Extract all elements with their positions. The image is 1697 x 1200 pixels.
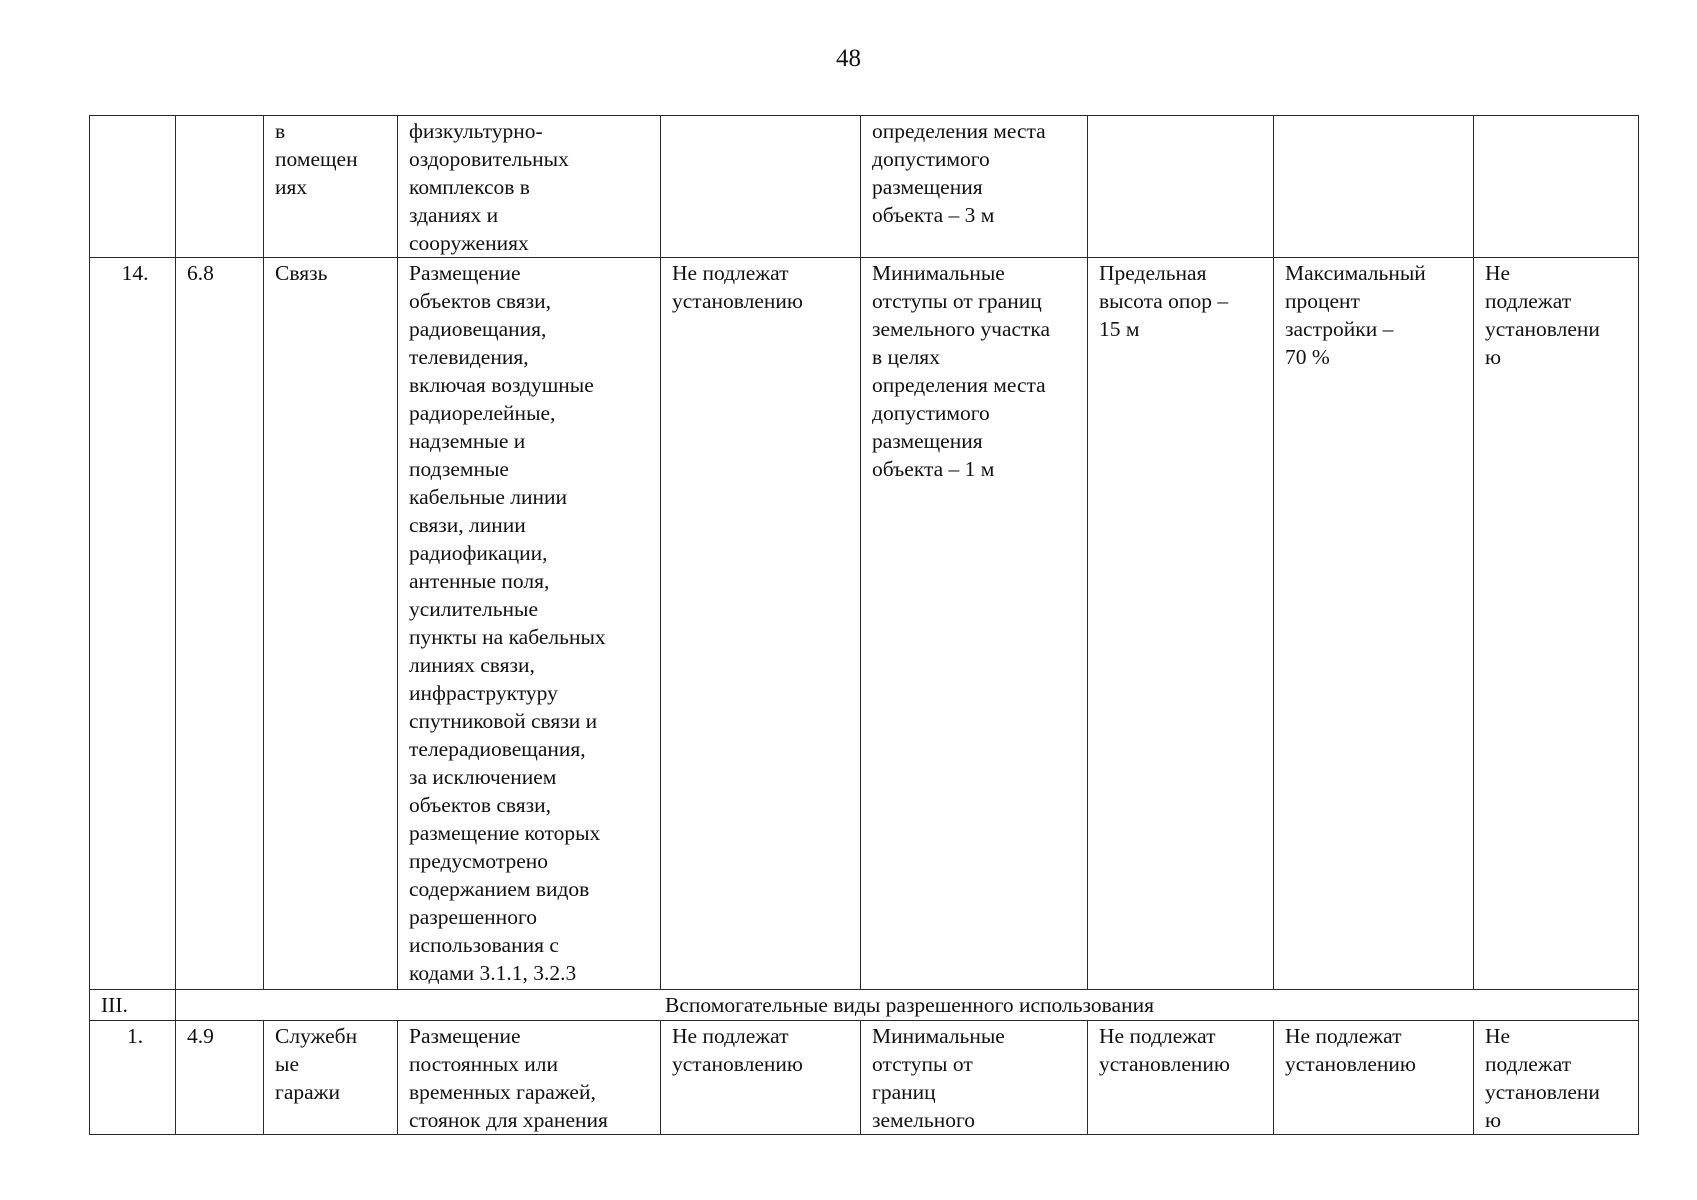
table-row [90, 1021, 1639, 1135]
table-row [90, 116, 1639, 258]
cell-coverage: Не подлежат установлению [1274, 1021, 1474, 1135]
cell-name: Служебн ые гаражи [264, 1021, 398, 1135]
cell-height: Предельная высота опор – 15 м [1088, 258, 1274, 990]
cell-col9: Не подлежат установлени ю [1474, 258, 1639, 990]
cell-code: 4.9 [176, 1021, 264, 1135]
cell-setback: Минимальные отступы от границ земельного [861, 1021, 1088, 1135]
cell-name: в помещен иях [264, 116, 398, 258]
cell-number: 14. [90, 258, 176, 990]
cell-number [90, 116, 176, 258]
cell-setback: определения места допустимого размещения объекта – 3 м [861, 116, 1088, 258]
cell-height: Не подлежат установлению [1088, 1021, 1274, 1135]
cell-coverage: Максимальный процент застройки – 70 % [1274, 258, 1474, 990]
cell-height [1088, 116, 1274, 258]
cell-code: 6.8 [176, 258, 264, 990]
cell-description: Размещение объектов связи, радиовещания, телевидения, включая воздушные радиорелейные, надземные и подземные кабельные линии связи, линии радиофикации, антенные поля, усилительные пункты на кабельных линиях связи, инфраструктуру спутниковой связи и телерадиовещания, за исключением объектов связи, размещение которых предусмотрено содержанием видов разрешенного использования с кодами 3.1.1, 3.2.3 [398, 258, 661, 990]
cell-col9 [1474, 116, 1639, 258]
page-number: 48 [836, 45, 861, 72]
cell-coverage [1274, 116, 1474, 258]
cell-col5: Не подлежат установлению [661, 258, 861, 990]
cell-setback: Минимальные отступы от границ земельного участка в целях определения места допустимого размещения объекта – 1 м [861, 258, 1088, 990]
cell-name: Связь [264, 258, 398, 990]
cell-col5 [661, 116, 861, 258]
cell-description: физкультурно- оздоровительных комплексов в зданиях и сооружениях [398, 116, 661, 258]
cell-code [176, 116, 264, 258]
cell-col9: Не подлежат установлени ю [1474, 1021, 1639, 1135]
section-row [90, 990, 1639, 1021]
table-row [90, 258, 1639, 990]
cell-col5: Не подлежат установлению [661, 1021, 861, 1135]
zoning-table [89, 115, 1639, 1135]
section-number: III. [90, 990, 176, 1021]
section-title: Вспомогательные виды разрешенного использования [176, 990, 1639, 1021]
cell-number: 1. [90, 1021, 176, 1135]
cell-description: Размещение постоянных или временных гаражей, стоянок для хранения [398, 1021, 661, 1135]
